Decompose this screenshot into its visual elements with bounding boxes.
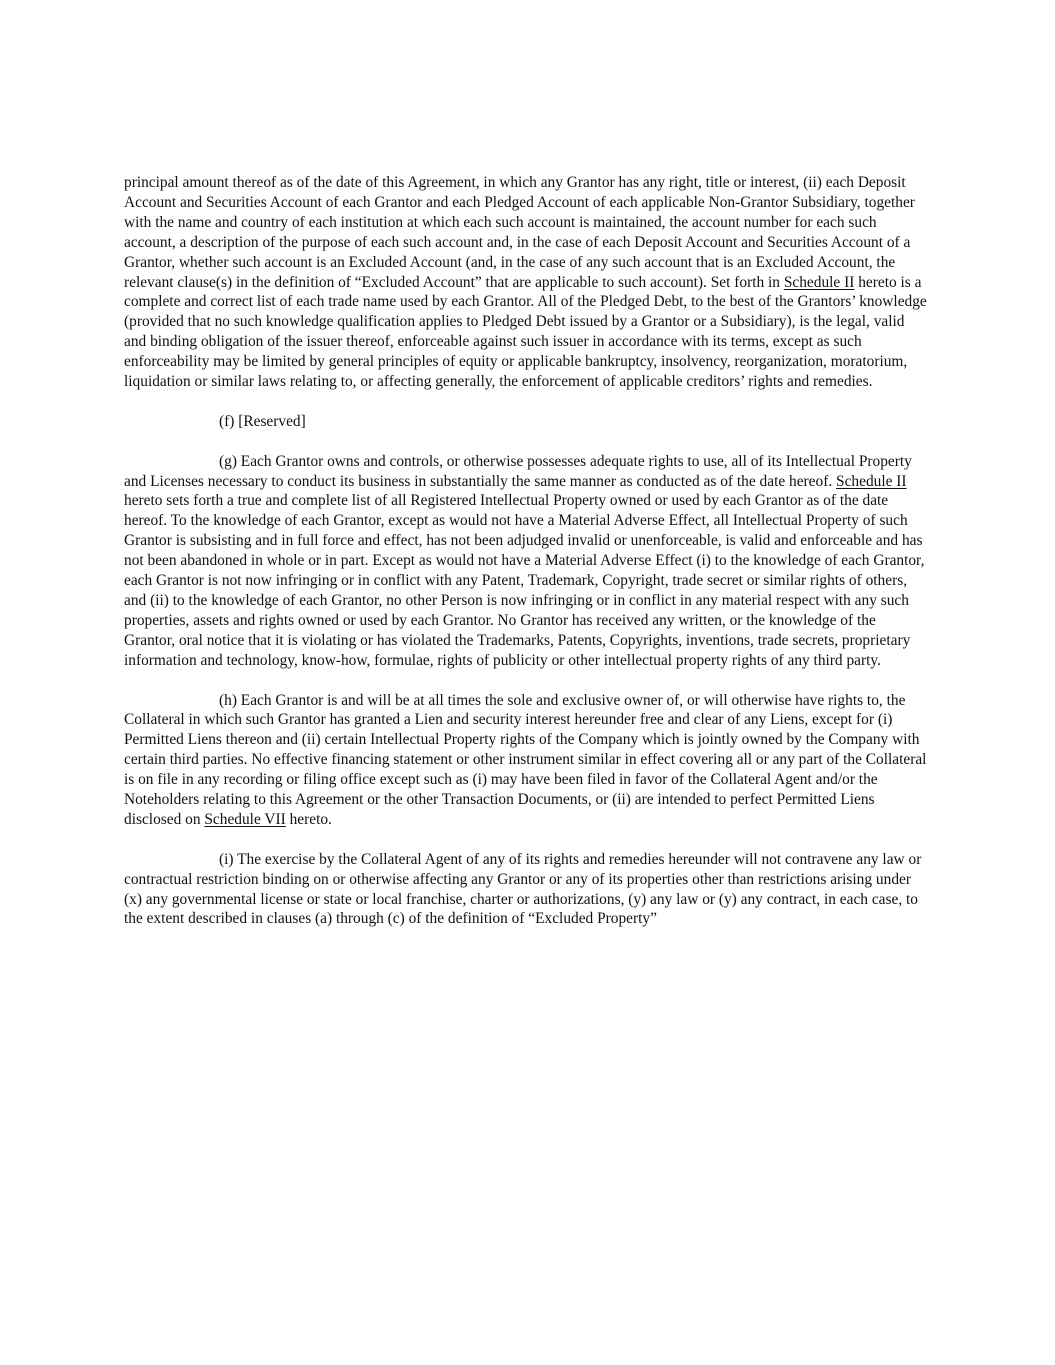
paragraph-i: (i) The exercise by the Collateral Agent of any of its rights and remedies hereunder will not contravene any law or contractual restriction binding on or otherwise affecting any Grantor or any of its properties other than restrictions arising under (x) any governmental license or state or local franchise, charter or authorizations, (y) any law or (y) any contract, in each case, to the extent described in clauses (a) through (c) of the definition of “Excluded Property” xyxy=(124,850,922,928)
paragraph-f: (f) [Reserved] xyxy=(219,412,306,430)
schedule-ii-reference: Schedule II xyxy=(783,273,855,291)
document-page xyxy=(124,173,930,949)
paragraph-h xyxy=(124,691,930,830)
paragraph-text: principal amount thereof as of the date of this Agreement, in which any Grantor has any right, title or interest, (ii) each Deposit Account and Securities Account of each Grantor and each Pledged Account of each applicable Non-Grantor Subsidiary, together with the name and country of each institution at which each such account is maintained, the account number for each such account, a description of the purpose of each such account and, in the case of each Deposit Account and Securities Account of a Grantor, whether such account is an Excluded Account (and, in the case of any such account that is an Excluded Account, the relevant clause(s) in the definition of “Excluded Account” that are applicable to such account). Set forth in xyxy=(124,174,915,291)
schedule-vii-reference: Schedule VII xyxy=(204,810,286,828)
schedule-ii-reference: Schedule II xyxy=(836,472,907,490)
paragraph-text: hereto. xyxy=(285,810,332,828)
paragraph-text: hereto sets forth a true and complete list of all Registered Intellectual Property owned or used by each Grantor as of the date hereof. To the knowledge of each Grantor, except as would not have a Material Adverse Effect, all Intellectual Property of such Grantor is subsisting and in full force and effect, has not been adjudged invalid or unenforceable, is valid and enforceable and has not been abandoned in whole or in part. Except as would not have a Material Adverse Effect (i) to the knowledge of each Grantor, each Grantor is not now infringing or in conflict with any Patent, Trademark, Copyright, trade secret or similar rights of others, and (ii) to the knowledge of each Grantor, no other Person is now infringing or in conflict in any material respect with any such properties, assets and rights owned or used by each Grantor. No Grantor has received any written, or the knowledge of the Grantor, oral notice that it is violating or has violated the Trademarks, Patents, Copyrights, inventions, trade secrets, proprietary information and technology, know-how, formulae, rights of publicity or other intellectual property rights of any third party. xyxy=(124,492,925,669)
paragraph-text: (h) Each Grantor is and will be at all times the sole and exclusive owner of, or will otherwise have rights to, the Collateral in which such Grantor has granted a Lien and security interest hereunder free and clear of any Liens, except for (i) Permitted Liens thereon and (ii) certain Intellectual Property rights of the Company which is jointly owned by the Company with certain third parties. No effective financing statement or other instrument similar in effect covering all or any part of the Collateral is on file in any recording or filing office except such as (i) may have been filed in favor of the Collateral Agent and/or the Noteholders relating to this Agreement or the other Transaction Documents, or (ii) are intended to perfect Permitted Liens disclosed on xyxy=(124,691,927,828)
paragraph-text: (g) Each Grantor owns and controls, or otherwise possesses adequate rights to use, all of its Intellectual Property and Licenses necessary to conduct its business in substantially the same manner as conducted as of the date hereof. xyxy=(124,452,912,490)
paragraph-text: hereto is a complete and correct list of each trade name used by each Grantor. All of the Pledged Debt, to the best of the Grantors’ knowledge (provided that no such knowledge qualification applies to Pledged Debt issued by a Grantor or a Subsidiary), is the legal, valid and binding obligation of the issuer thereof, enforceable against such issuer in accordance with its terms, except as such enforceability may be limited by general principles of equity or applicable bankruptcy, insolvency, reorganization, moratorium, liquidation or similar laws relating to, or affecting generally, the enforcement of applicable creditors’ rights and remedies. xyxy=(124,273,927,391)
paragraph-e-continued xyxy=(124,173,930,392)
paragraph-g xyxy=(124,452,930,671)
